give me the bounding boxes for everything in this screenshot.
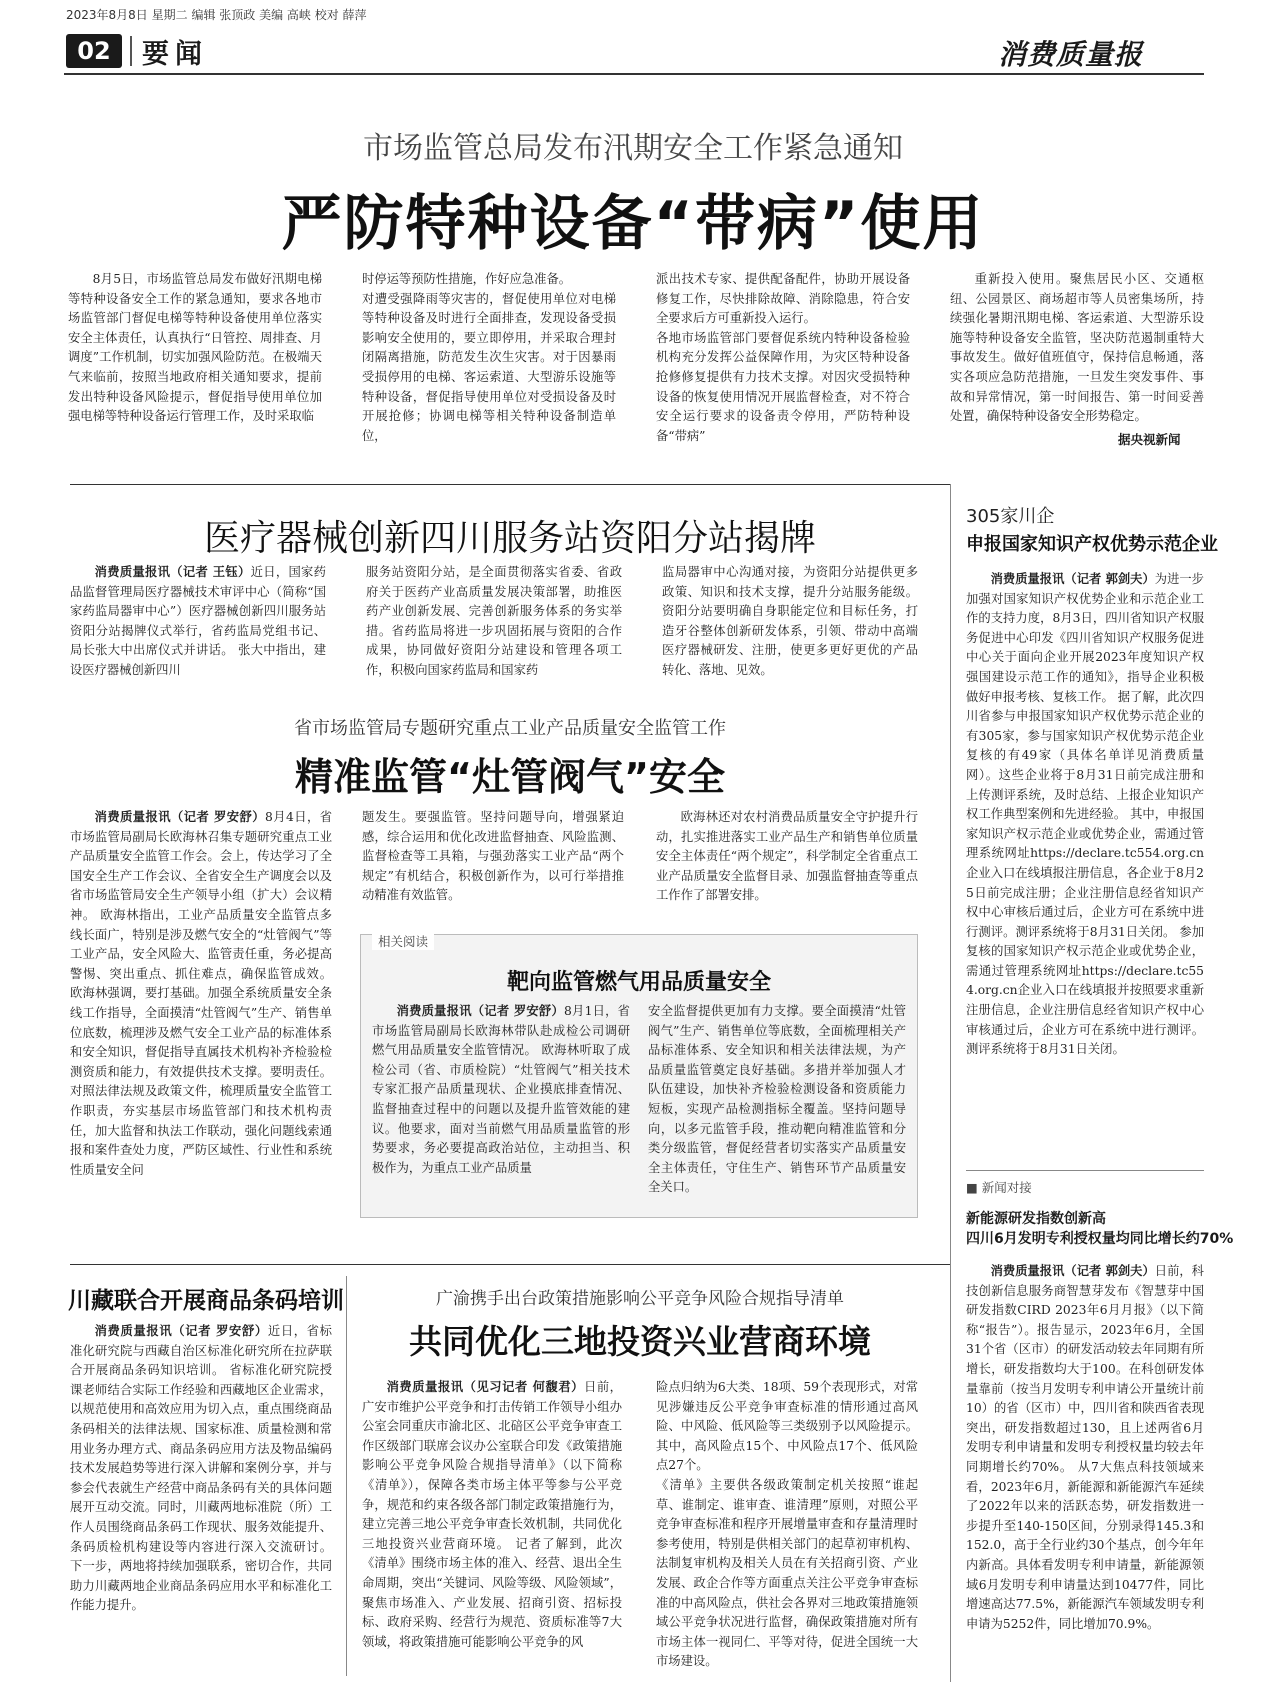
story4-text-body: 近日，省标准化研究院与西藏自治区标准化研究所在拉萨联合开展商品条码知识培训。 省标准化研究院授课老师结合实际工作经验和西藏地区企业需求，以规范使用和高效应用为切入点，重点围绕商品条码相关的法律法规、国家标准、质量检测和常用业务办理方式、商品条码应用方法及物品编码技术发展趋势等进行深入讲解和案例分享，并与参会代表就生产经营中商品条码有关的具体问题展开互动交流。同时，川藏两地标准院（所）工作人员围绕商品条码工作现状、服务效能提升、条码质检机构建设等内容进行深入交流研讨。 下一步，两地将持续加强联系，密切合作，共同助力川藏两地企业商品条码应用水平和标准化工作能力提升。 [70, 1324, 332, 1613]
story3-col-1 [70, 808, 332, 1218]
related-byline: 消费质量报讯（记者 罗安舒） [396, 1004, 564, 1018]
side2-text [966, 1262, 1204, 1684]
related-headline: 靶向监管燃气用品质量安全 [506, 970, 771, 995]
side1-byline: 消费质量报讯（记者 郭剑夫） [990, 572, 1155, 586]
story5-byline: 消费质量报讯（见习记者 何馥君） [386, 1380, 584, 1394]
side2-text-body: 日前，科技创新信息服务商智慧芽发布《智慧芽中国研发指数CIRD 2023年6月月报》（以下简称“报告”）。报告显示，2023年6月，全国31个省（区市）的研发活动较去年同期有所增长，研发指数均大于100。在科创研发体量靠前（按当月发明专利申请公开量统计前10）的省（区市）中，四川省和陕西省表现突出，研发指数超过130，且上述两省6月发明专利申请量和发明专利授权量均较去年同期增长约70%。 从7大焦点科技领域来看，2023年6月，新能源和新能源汽车延续了2022年以来的活跃态势，研发指数进一步提升至140-150区间，分别录得145.3和152.0，高于全行业约30个基点，创今年年内新高。具体看发明专利申请量，新能源领域6月发明专利申请量达到10477件，同比增速高达77.5%，新能源汽车领域发明专利申请为5252件，同比增加70.9%。 [966, 1264, 1204, 1631]
story5-kicker: 广渝携手出台政策措施影响公平竞争风险合规指导清单 [436, 1289, 844, 1309]
side1-text-body: 为进一步加强对国家知识产权优势企业和示范企业工作的支持力度，8月3日，四川省知识产权服务促进中心印发《四川省知识产权服务促进中心关于面向企业开展2023年度知识产权强国建设示范工作的通知》，指导企业积极做好申报考核、复核工作。 据了解，此次四川省参与申报国家知识产权优势示范企业的有305家，参与国家知识产权优势示范企业复核的有49家（具体名单详见消费质量网）。这些企业将于8月31日前完成注册和上传测评系统，及时总结、上报企业知识产权工作典型案例和先进经验。 其中，申报国家知识产权示范企业或优势企业，需通过管理系统网址https://declare.tc554.org.cn企业入口在线填报注册信息，各企业于8月25日前完成注册；企业注册信息经省知识产权中心审核后通过后，企业方可在系统中进行测评。测评系统将于8月31日关闭。 参加复核的国家知识产权示范企业或优势企业，需通过管理系统网址https://declare.tc554.org.cn企业入口在线填报并按照要求重新注册信息，企业注册信息经省知识产权中心审核通过后，企业方可在系统中进行测评。测评系统将于8月31日关闭。 [966, 572, 1204, 1057]
story5-col1-text: 日前，广安市维护公平竞争和打击传销工作领导小组办公室会同重庆市渝北区、北碚区公平竞争审查工作区级部门联席会议办公室联合印发《政策措施影响公平竞争风险合规指导清单》（以下简称《清单》），保障各类市场主体平等参与公平竞争，规范和约束各级各部门制定政策措施行为，建立完善三地公平竞争审查长效机制，共同优化三地投资兴业营商环境。 记者了解到，此次《清单》围绕市场主体的准入、经营、退出全生命周期，突出“关键词、风险等级、风险领域”，聚焦市场准入、产业发展、招商引资、招标投标、政府采购、经营行为规范、资质标准等7大领域，将政策措施可能影响公平竞争的风 [362, 1380, 622, 1649]
story4-headline: 川藏联合开展商品条码培训 [68, 1288, 344, 1314]
side2-byline: 消费质量报讯（记者 郭剑夫） [990, 1264, 1155, 1278]
mid-rule [70, 1264, 950, 1265]
lead-rule-left [70, 484, 950, 485]
related-col-1 [372, 1002, 630, 1214]
lead-col-3: 派出技术专家、提供配备配件，协助开展设备修复工作，尽快排除故障、消除隐患，符合安全要求后方可重新投入运行。 各地市场监管部门要督促系统内特种设备检验机构充分发挥公益保障作用，为灾区特种设备抢修修复提供有力技术支撑。对因灾受损特种设备的恢复使用情况开展监督检查，对不符合安全运行要求的设备责令停用，严防特种设备“带病” [656, 272, 910, 443]
side2-title-line1: 新能源研发指数创新高 [966, 1211, 1106, 1227]
story2-byline: 消费质量报讯（记者 王钰） [94, 565, 251, 579]
story3-col-3: 欧海林还对农村消费品质量安全守护提升行动，扎实推进落实工业产品生产和销售单位质量安全主体责任“两个规定”，科学制定全省重点工业产品质量安全监督目录、加强监督抽查等重点工作作了部署安排。 [656, 810, 918, 903]
lead-col-4: 重新投入使用。聚焦居民小区、交通枢纽、公园景区、商场超市等人员密集场所，持续强化暑期汛期电梯、客运索道、大型游乐设施等特种设备安全监管，坚决防范遏制重特大事故发生。做好值班值守，保持信息畅通，落实各项应急防范措施，一旦发生突发事件、事故和异常情况，第一时间报告、第一时间妥善处置，确保特种设备安全形势稳定。 [950, 272, 1204, 424]
story2-col1-text: 近日，国家药品监督管理局医疗器械技术审评中心（简称“国家药监局器审中心”）医疗器械创新四川服务站资阳分站揭牌仪式举行，省药监局党组书记、局长张大中出席仪式并讲话。 张大中指出，建设医疗器械创新四川 [70, 565, 326, 677]
side1-title-line1: 305家川企 [966, 506, 1055, 527]
story2-col-1 [70, 563, 326, 695]
story5-col-1 [362, 1378, 622, 1682]
side2-rule [966, 1170, 1204, 1171]
lead-col-2: 时停运等预防性措施，作好应急准备。 对遭受强降雨等灾害的，督促使用单位对电梯等特种设备及时进行全面排查，发现设备受损影响安全使用的，要立即停用，并采取合理封闭隔离措施，防范发生次生灾害。对于因暴雨受损停用的电梯、客运索道、大型游乐设施等特种设备，督促指导使用单位对受损设备及时开展抢修；协调电梯等相关特种设备制造单位， [362, 272, 616, 443]
side2-title-line2: 四川6月发明专利授权量均同比增长约70% [966, 1231, 1234, 1247]
page-number: 02 [66, 34, 122, 68]
story4-byline: 消费质量报讯（记者 罗安舒） [94, 1324, 268, 1338]
lead-credit: 据央视新闻 [1118, 432, 1181, 447]
story2-col-3: 监局器审中心沟通对接，为资阳分站提供更多政策、知识和技术支撑，提升分站服务能级。资阳分站要明确自身职能定位和目标任务，打造牙谷整体创新研发体系，引领、带动中高端医疗器械研发、注册，使更多更好更优的产品转化、落地、见效。 [662, 565, 918, 677]
related-tag: 相关阅读 [372, 932, 434, 950]
side2-tag: ■ 新闻对接 [966, 1180, 1032, 1195]
story5-headline: 共同优化三地投资兴业营商环境 [409, 1322, 871, 1361]
lead-col-1: 8月5日，市场监管总局发布做好汛期电梯等特种设备安全工作的紧急通知，要求各地市场监管部门督促电梯等特种设备使用单位落实安全主体责任，认真执行“日管控、周排查、月调度”工作机制，切实加强风险防范。在极端天气来临前，按照当地政府相关通知要求，提前发出特种设备风险提示，督促指导使用单位加强电梯等特种设备运行管理工作，及时采取临 [68, 272, 322, 424]
story3-headline: 精准监管“灶管阀气”安全 [295, 755, 725, 799]
story3-byline: 消费质量报讯（记者 罗安舒） [94, 810, 265, 824]
side-divider [950, 484, 951, 1682]
story2-headline: 医疗器械创新四川服务站资阳分站揭牌 [203, 518, 816, 559]
lead-headline: 严防特种设备“带病”使用 [281, 189, 985, 259]
story5-col-2: 险点归纳为6大类、18项、59个表现形式，对常见涉嫌违反公平竞争审查标准的情形通过高风险、中风险、低风险等三类级别予以风险提示。其中，高风险点15个、中风险点17个、低风险点27个。 《清单》主要供各级政策制定机关按照“谁起草、谁制定、谁审查、谁清理”原则，对照公平竞争审查标准和程序开展增量审查和存量清理时参考使用，特别是供相关部门的起草初审机构、法制复审机构及相关人员在有关招商引资、产业发展、政企合作等方面重点关注公平竞争审查标准的中高风险点，供社会各界对三地政策措施领域公平竞争状况进行监督，确保政策措施对所有市场主体一视同仁、平等对待，促进全国统一大市场建设。 [656, 1380, 918, 1669]
story3-kicker: 省市场监管局专题研究重点工业产品质量安全监管工作 [294, 718, 726, 739]
story3-col1-text: 8月4日，省市场监管局副局长欧海林召集专题研究重点工业产品质量安全监管工作会。会上，传达学习了全国安全生产工作会议、全省安全生产调度会以及省市场监管局安全生产领导小组（扩大）会议精神。 欧海林指出，工业产品质量安全监管点多线长面广，特别是涉及燃气安全的“灶管阀气”等工业产品，安全风险大、监管责任重，务必提高警惕、突出重点、抓住难点，确保监管成效。 欧海林强调，要打基础。加强全系统质量安全条线工作指导，全面摸清“灶管阀气”生产、销售单位底数，梳理涉及燃气安全工业产品的标准体系和安全知识，督促指导直属技术机构补齐检验检测资质和能力，有效提供技术支撑。要明责任。对照法律法规及政策文件，梳理质量安全监管工作职责，夯实基层市场监管部门和技术机构责任，加大监督和执法工作联动，强化问题线索通报和案件查处力度，严防区域性、行业性和系统性质量安全问 [70, 810, 332, 1177]
header-divider [130, 36, 132, 66]
story3-col-2: 题发生。要强监管。坚持问题导向，增强紧迫感，综合运用和优化改进监督抽查、风险监测、监督检查等工具箱，与强劲落实工业产品“两个规定”有机结合，积极创新作为，以可行举措推动精准有效监管。 [362, 810, 624, 903]
story4-divider [346, 1276, 347, 1676]
header-meta: 2023年8月8日 星期二 编辑 张顶政 美编 高峡 校对 薛萍 [66, 8, 367, 22]
side1-text [966, 570, 1204, 1164]
side1-title-line2: 申报国家知识产权优势示范企业 [966, 534, 1218, 555]
story4-text [70, 1322, 332, 1682]
lead-kicker: 市场监管总局发布汛期安全工作紧急通知 [363, 131, 903, 166]
section-name: 要闻 [142, 39, 208, 70]
related-col1-text: 8月1日，省市场监管局副局长欧海林带队赴成检公司调研燃气用品质量安全监管情况。 欧海林听取了成检公司（省、市质检院）“灶管阀气”相关技术专家汇报产品质量现状、企业摸底排查情况、监督抽查过程中的问题以及提升监管效能的建议。他要求，面对当前燃气用品质量监管的形势要求，务必要提高政治站位，主动担当、积极作为，为重点工业产品质量 [372, 1004, 630, 1175]
story2-col-2: 服务站资阳分站，是全面贯彻落实省委、省政府关于医药产业高质量发展决策部署，助推医药产业创新发展、完善创新服务体系的务实举措。省药监局将进一步巩固拓展与资阳的合作成果，协同做好资阳分站建设和管理各项工作，积极向国家药监局和国家药 [366, 565, 622, 677]
paper-name-logo: 消费质量报 [998, 38, 1144, 71]
header-rule [64, 73, 1204, 75]
related-col-2: 安全监督提供更加有力支撑。要全面摸清“灶管阀气”生产、销售单位等底数，全面梳理相关产品标准体系、安全知识和相关法律法规，为产品质量监管奠定良好基础。多措并举加强人才队伍建设，加快补齐检验检测设备和资质能力短板，实现产品检测指标全覆盖。坚持问题导向，以多元监管手段，推动靶向精准监管和分类分级监管，督促经营者切实落实产品质量安全主体责任，守住生产、销售环节产品质量安全关口。 [648, 1004, 906, 1195]
